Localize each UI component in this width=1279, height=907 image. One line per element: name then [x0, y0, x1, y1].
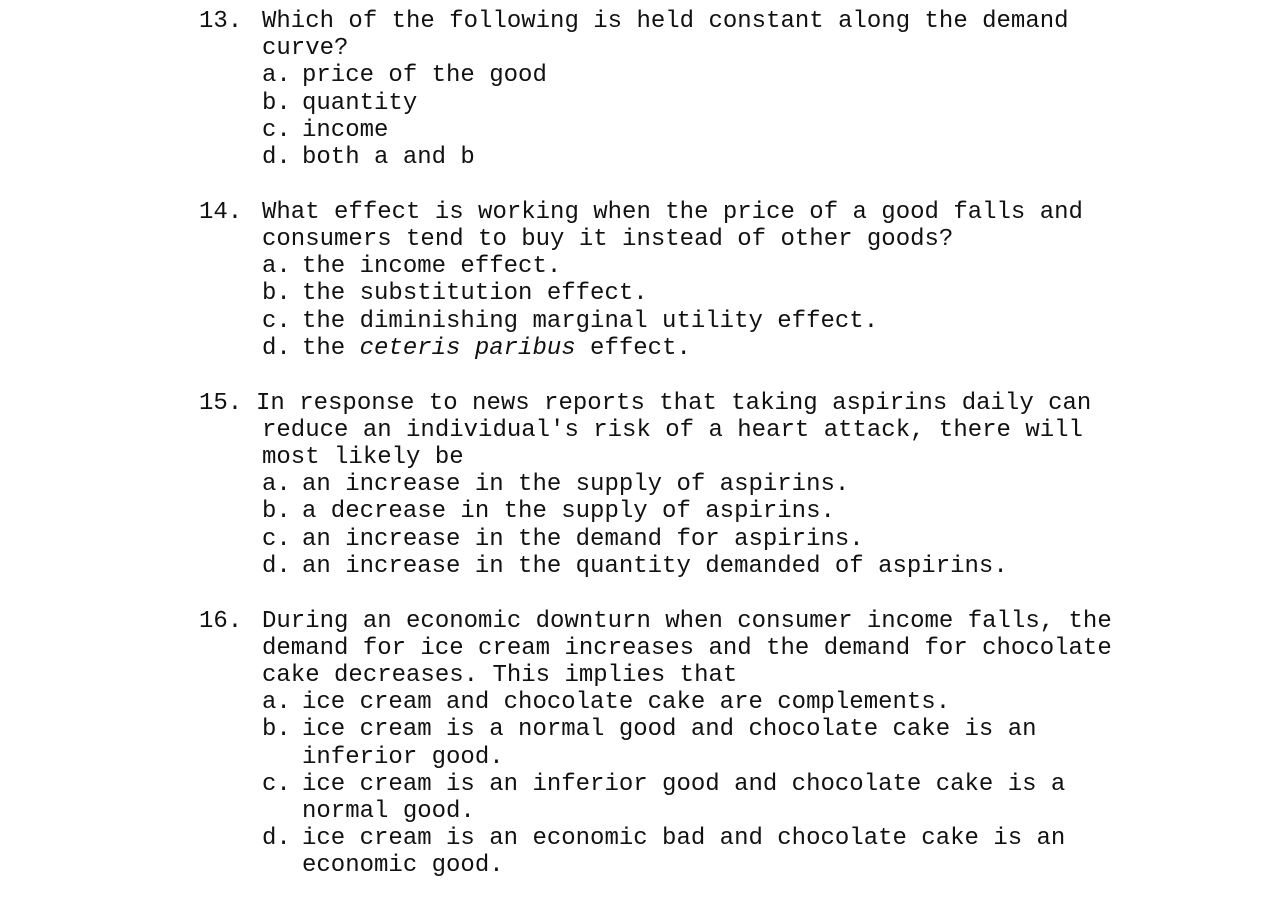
option-text: an increase in the quantity demanded of aspirins. [302, 552, 1008, 580]
option-letter: c. [262, 770, 291, 798]
question-15 [199, 390, 1279, 580]
question-text: What effect is working when the price of a good falls and consumers tend to buy it instead of other goods? [262, 198, 1083, 254]
option-a [262, 689, 1082, 716]
question-number: 14. [199, 198, 243, 226]
option-text: ice cream is an economic bad and chocolate cake is an economic good. [302, 825, 1066, 880]
question-number: 16. [199, 607, 243, 635]
option-c [262, 526, 1082, 553]
option-text: the income effect. [302, 253, 562, 281]
option-letter: b. [262, 280, 291, 308]
question-text: During an economic downturn when consumer income falls, the demand for ice cream increases and the demand for chocolate cake decreases. This implies that [262, 607, 1112, 690]
option-b [262, 90, 1082, 117]
option-a [262, 471, 1082, 498]
option-c [262, 117, 1082, 144]
question-14 [199, 199, 1279, 362]
option-text: a decrease in the supply of aspirins. [302, 498, 835, 526]
option-d [262, 553, 1082, 580]
question-number: 13. [199, 8, 243, 35]
option-a [262, 62, 1082, 89]
option-d [262, 825, 1082, 879]
question-text: Which of the following is held constant along the demand curve? [262, 8, 1069, 63]
question-16 [199, 608, 1279, 880]
option-letter: a. [262, 471, 291, 499]
option-letter: b. [262, 89, 291, 117]
option-letter: d. [262, 825, 291, 853]
question-text: In response to news reports that taking aspirins daily can reduce an individual's risk of a heart attack, there will most likely be [256, 389, 1092, 472]
option-text: both a and b [302, 144, 475, 172]
option-text: quantity [302, 89, 418, 117]
option-text: the diminishing marginal utility effect. [302, 307, 879, 335]
option-d [262, 335, 1082, 362]
option-text: an increase in the demand for aspirins. [302, 525, 864, 553]
option-text: income [302, 116, 389, 144]
question-number: 15. [199, 389, 243, 417]
option-text: ice cream is a normal good and chocolate cake is an inferior good. [302, 716, 1037, 771]
option-letter: b. [262, 716, 291, 744]
option-letter: c. [262, 116, 291, 144]
option-letter: c. [262, 525, 291, 553]
option-letter: a. [262, 62, 291, 90]
option-c [262, 771, 1082, 825]
option-text: an increase in the supply of aspirins. [302, 471, 850, 499]
option-a [262, 253, 1082, 280]
option-text: the substitution effect. [302, 280, 648, 308]
option-b [262, 280, 1082, 307]
option-letter: a. [262, 689, 291, 717]
question-13 [199, 8, 1279, 171]
option-letter: d. [262, 552, 291, 580]
option-letter: b. [262, 498, 291, 526]
option-text-italic: ceteris paribus [359, 334, 576, 362]
option-letter: d. [262, 334, 291, 362]
option-letter: c. [262, 307, 291, 335]
option-text: price of the good [302, 62, 547, 90]
exam-page [0, 8, 1279, 907]
option-d [262, 144, 1082, 171]
option-text: ice cream is an inferior good and chocolate cake is a normal good. [302, 770, 1066, 826]
option-text-pre: the [302, 334, 360, 362]
option-b [262, 498, 1082, 525]
option-c [262, 308, 1082, 335]
option-b [262, 716, 1082, 770]
option-letter: d. [262, 144, 291, 172]
option-text-post: effect. [575, 334, 691, 362]
option-text [302, 335, 691, 362]
option-text: ice cream and chocolate cake are complements. [302, 689, 951, 717]
option-letter: a. [262, 253, 291, 281]
